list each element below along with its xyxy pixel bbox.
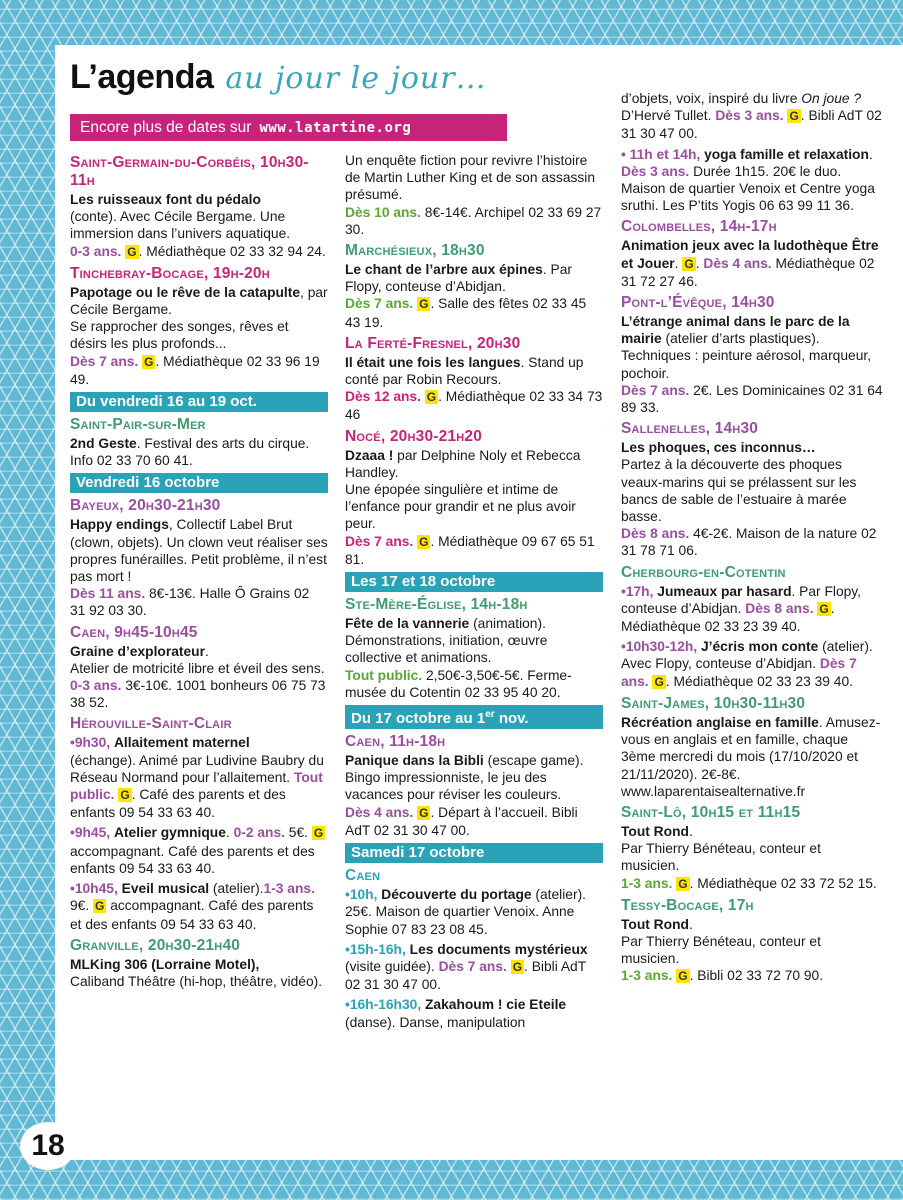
- age-badge: Dès 7 ans.: [345, 533, 414, 549]
- date-bar: Du vendredi 16 au 19 oct.: [70, 392, 328, 412]
- event-info: Durée 1h15. 20€ le duo. Maison de quartier Venoix et Centre yoga sruthi. Les P’tits Yogis 06 63 99 11 36.: [621, 163, 875, 214]
- event: Colombelles, 14h-17h Animation jeux avec la ludothèque Être et Jouer. G . Dès 4 ans. Médiathèque 02 31 72 27 46.: [621, 218, 883, 290]
- free-badge: G: [313, 826, 324, 841]
- event-title: yoga famille et relaxation: [704, 146, 869, 162]
- event-place: Nocé, 20h30-21h20: [345, 427, 483, 445]
- event: Hérouville-Saint-Clair •9h30, Allaitement maternel (échange). Animé par Ludivine Baubry du Réseau Normand pour l’allaitement. Tout public. G . Café des parents et des enfants 09 54 33 63 40. •9h45, Atelier gymnique. 0-2 ans. 5€. G accompagnant. Café des parents et des enfants 09 54 33 63 40. •10h45, Eveil musical (atelier).1-3 ans. 9€. G accompagnant. Café des parents et des enfants 09 54 33 63 40.: [70, 715, 328, 932]
- event-place: Colombelles, 14h-17h: [621, 218, 777, 236]
- age-badge: 1-3 ans.: [621, 968, 673, 984]
- event-place: Saint-Lô, 10h15 et 11h15: [621, 803, 801, 821]
- event-place: Tinchebray-Bocage, 19h-20h: [70, 264, 270, 282]
- event: [621, 420, 883, 559]
- event-title: Les ruisseaux font du pédalo: [70, 192, 261, 207]
- event-title: Tout Rond: [621, 823, 689, 839]
- event-info: . Bibli 02 33 72 70 90.: [689, 968, 824, 984]
- event: [621, 294, 883, 416]
- age-badge: Dès 12 ans.: [345, 389, 421, 405]
- date-bar-sup: er: [485, 709, 495, 721]
- event: [70, 154, 328, 261]
- event-info: 8€-13€. Halle Ô Grains 02 31 92 03 30.: [70, 586, 310, 619]
- event-place: Ste-Mère-Église, 14h-18h: [345, 596, 528, 614]
- event-title: Zakahoum ! cie Eteile: [425, 997, 567, 1013]
- event-info: 2€. Les Dominicaines 02 31 64 89 33.: [621, 382, 883, 416]
- event-price: 9€.: [70, 898, 90, 914]
- event-place: Tessy-Bocage, 17h: [621, 896, 754, 914]
- event-place: Saint-Germain-du-Corbéis, 10h30-11h: [70, 154, 309, 189]
- event: [621, 897, 883, 986]
- column-2: [345, 152, 603, 1035]
- event-desc: Atelier de motricité libre et éveil des sens.: [70, 660, 325, 676]
- event-place: Cherbourg-en-Cotentin: [621, 563, 786, 581]
- event-desc: .: [688, 823, 693, 839]
- event-desc: .: [204, 643, 209, 659]
- event-desc: Une épopée singulière et intime de l’enfance pour grandir et ne plus avoir peur.: [345, 482, 576, 532]
- age-badge: Dès 7 ans.: [621, 382, 690, 398]
- title-main: L’agenda: [70, 58, 214, 96]
- event: [345, 596, 603, 701]
- event-desc: (escape game). Bingo impressionniste, le jeu des vacances pour réviser les couleurs.: [345, 753, 584, 803]
- free-badge: G: [419, 534, 429, 549]
- event-desc: (conte). Avec Cécile Bergame. Une immersion dans l’univers aquatique.: [70, 209, 291, 242]
- event-desc: (atelier).: [209, 881, 264, 897]
- age-badge: Dès 3 ans.: [621, 163, 690, 179]
- free-badge: G: [120, 788, 130, 803]
- event-info: . Médiathèque 02 33 23 39 40.: [665, 673, 853, 689]
- age-badge: Dès 8 ans.: [621, 526, 690, 542]
- event-title: Il était une fois les langues: [345, 354, 521, 370]
- event: [345, 733, 603, 839]
- event-info: . Bibli AdT 02 31 30 47 00.: [345, 958, 586, 993]
- event-time: •10h30-12h,: [621, 639, 698, 655]
- event-info: . Bibli AdT 02 31 30 47 00.: [621, 108, 882, 142]
- event: [345, 152, 603, 238]
- age-badge: Tout public.: [345, 667, 423, 683]
- event-title: Allaitement maternel: [113, 735, 250, 751]
- event-book-title: On joue ?: [801, 91, 862, 106]
- event-info: . Médiathèque 02 33 34 73 46: [345, 389, 603, 423]
- event: [70, 497, 328, 619]
- event-desc: .: [688, 916, 693, 932]
- event-time: •10h45,: [70, 881, 118, 897]
- event: [621, 90, 883, 214]
- event-info: Médiathèque 02 31 72 27 46.: [621, 255, 875, 289]
- event-desc: , par Cécile Bergame.: [70, 284, 328, 318]
- age-badge: Dès 11 ans.: [70, 586, 146, 602]
- event-desc: (animation). Démonstrations, initiation, œuvre collective et animations.: [345, 616, 548, 666]
- event-desc: D’Hervé Tullet.: [621, 108, 712, 124]
- event-desc: (échange). Animé par Ludivine Baubry du Réseau Normand pour l’allaitement.: [70, 752, 324, 785]
- free-badge: G: [789, 109, 799, 124]
- event-desc: Partez à la découverte des phoques veaux-marins qui se prélassent sur les bancs de sable de l’estuaire à marée basse.: [621, 457, 857, 525]
- event-desc: par Delphine Noly et Rebecca Handley.: [345, 447, 581, 480]
- event-info: accompagnant. Café des parents et des enfants 09 54 33 63 40.: [70, 843, 315, 876]
- event-desc: . Par Flopy, conteuse d’Abidjan.: [621, 583, 862, 616]
- event-place: Sallenelles, 14h30: [621, 420, 759, 438]
- event-info: . Médiathèque 02 33 72 52 15.: [689, 875, 877, 891]
- event-title: Jumeaux par hasard: [657, 583, 792, 599]
- event-info: . Café des parents et des enfants 09 54 33 63 40.: [70, 787, 286, 821]
- event-time: •15h-16h,: [345, 941, 406, 957]
- event-title: Les phoques, ces inconnus…: [621, 440, 816, 456]
- age-badge: 1-3 ans.: [621, 875, 673, 891]
- event-title: J’écris mon conte: [701, 639, 819, 655]
- date-bar: Vendredi 16 octobre: [70, 473, 328, 493]
- event-info: . Médiathèque 09 67 65 51 81.: [345, 533, 595, 567]
- event-info: 2,50€-3,50€-5€. Ferme-musée du Cotentin 02 33 95 40 20.: [345, 667, 572, 700]
- event-desc: , Collectif Label Brut (clown, objets). Un clown veut réaliser ses propres funérailles. Petit problème, il n’est pas mort !: [70, 517, 328, 585]
- event-desc: Un enquête fiction pour revivre l’histoire de Martin Luther King et de son assassin présumé.: [345, 153, 596, 203]
- event: [345, 867, 603, 1031]
- event-desc: d’objets, voix, inspiré du livre: [621, 91, 802, 106]
- event-desc: (atelier). 25€. Maison de quartier Venoix. Anne Sophie 07 83 23 08 45.: [345, 887, 586, 937]
- banner-url[interactable]: www.latartine.org: [259, 119, 412, 136]
- date-bar: [345, 705, 603, 729]
- event-time: •10h,: [345, 887, 378, 903]
- age-badge: 1-3 ans.: [263, 881, 315, 897]
- event: [70, 416, 328, 469]
- event: [621, 804, 883, 893]
- event-title: Panique dans la Bibli: [345, 753, 484, 769]
- event: [345, 242, 603, 331]
- event-time: •9h30,: [70, 735, 111, 751]
- event-title: Le chant de l’arbre aux épines: [345, 262, 543, 278]
- event-desc: Par Thierry Bénéteau, conteur et musicien.: [621, 933, 821, 967]
- age-badge: Dès 10 ans.: [345, 204, 421, 220]
- event-desc: . Stand up conté par Robin Recours.: [345, 354, 584, 388]
- event-desc: . Par Flopy, conteuse d’Abidjan.: [345, 262, 572, 295]
- age-badge: Dès 4 ans.: [703, 255, 772, 271]
- event-title: Fête de la vannerie: [345, 616, 470, 632]
- event-time: • 11h et 14h,: [621, 146, 701, 162]
- event-place: Pont-l’Évêque, 14h30: [621, 294, 775, 312]
- free-badge: G: [678, 969, 688, 984]
- date-bar: Les 17 et 18 octobre: [345, 572, 603, 592]
- event-place: Saint-James, 10h30-11h30: [621, 694, 806, 712]
- event-title: Tout Rond: [621, 916, 689, 932]
- event-desc: (atelier d’arts plastiques). Techniques : peinture aérosol, marqueur, pochoir.: [621, 331, 872, 381]
- event-title: Happy endings: [70, 517, 169, 533]
- event-desc: (danse). Danse, manipulation: [345, 1014, 526, 1030]
- age-badge: Dès 4 ans.: [345, 804, 414, 820]
- event-desc: Se rapprocher des songes, rêves et désirs les plus profonds...: [70, 319, 289, 352]
- event-place: Saint-Pair-sur-Mer: [70, 416, 206, 434]
- event-place: Marchésieux, 18h30: [345, 242, 485, 260]
- event: [70, 937, 328, 990]
- age-badge: Dès 3 ans.: [715, 108, 784, 124]
- event-place: La Ferté-Fresnel, 20h30: [345, 334, 521, 352]
- event-title: Graine d’explorateur: [70, 643, 205, 659]
- event: [345, 428, 603, 568]
- event-info: 4€-2€. Maison de la nature 02 31 78 71 06.: [621, 526, 877, 559]
- free-badge: G: [419, 805, 429, 820]
- event: [621, 695, 883, 800]
- event-time: •9h45,: [70, 825, 111, 841]
- age-badge: Tout public.: [70, 769, 323, 803]
- free-badge: G: [419, 297, 429, 312]
- banner-text: Encore plus de dates sur: [80, 118, 252, 136]
- event-title: Eveil musical: [121, 881, 210, 897]
- age-badge: Dès 7 ans.: [345, 296, 414, 312]
- event-desc: .: [868, 146, 873, 162]
- title-script: au jour le jour…: [225, 61, 487, 96]
- event-desc: . Festival des arts du cirque. Info 02 33 70 60 41.: [70, 436, 310, 469]
- age-badge: 0-3 ans.: [70, 678, 122, 694]
- event-place: Caen, 11h-18h: [345, 733, 446, 751]
- event-place: Hérouville-Saint-Clair: [70, 715, 232, 733]
- event-info: . Médiathèque 02 33 23 39 40.: [621, 600, 835, 635]
- event-time: •17h,: [621, 583, 654, 599]
- age-badge: 0-3 ans.: [70, 243, 122, 259]
- free-badge: G: [95, 899, 105, 914]
- free-badge: G: [678, 876, 688, 891]
- event-desc: Par Thierry Bénéteau, conteur et musicien.: [621, 841, 821, 874]
- date-bar-end: nov.: [494, 710, 529, 728]
- free-badge: G: [819, 601, 829, 616]
- event-desc: (visite guidée).: [345, 958, 435, 974]
- event: [70, 624, 328, 712]
- event-desc: . Amusez-vous en anglais et en famille, chaque 3ème mercredi du mois (17/10/2020 et 21/11/2020). 2€-8€. www.laparentaisealternative.fr: [621, 714, 881, 799]
- event-time: •16h-16h30,: [345, 997, 422, 1013]
- event-info: . Départ à l’accueil. Bibli AdT 02 31 30 47 00.: [345, 804, 578, 838]
- event-info: . Salle des fêtes 02 33 45 43 19.: [345, 296, 587, 330]
- event-title: MLKing 306 (Lorraine Motel),: [70, 956, 260, 972]
- event-title: Atelier gymnique: [113, 825, 226, 841]
- event-place: Caen, 9h45-10h45: [70, 623, 198, 641]
- event-info: 8€-14€. Archipel 02 33 69 27 30.: [345, 204, 602, 237]
- event-place: Caen: [345, 867, 381, 885]
- event-price: 5€.: [284, 825, 308, 841]
- event: [70, 265, 328, 388]
- date-bar: Samedi 17 octobre: [345, 843, 603, 863]
- free-badge: G: [512, 959, 523, 974]
- page-number: 18: [20, 1122, 76, 1170]
- event-title: 2nd Geste: [70, 436, 137, 452]
- event: [345, 335, 603, 424]
- event-info: . Médiathèque 02 33 32 94 24.: [138, 243, 326, 259]
- event-desc: (atelier). Avec Flopy, conteuse d’Abidjan.: [621, 639, 873, 672]
- event-title: Les documents mystérieux: [409, 941, 588, 957]
- free-badge: G: [144, 354, 154, 369]
- event-place: Bayeux, 20h30-21h30: [70, 497, 221, 515]
- column-3: [621, 90, 883, 990]
- age-badge: Dès 7 ans.: [621, 656, 857, 689]
- event-title: Dzaaa !: [345, 447, 394, 463]
- free-badge: G: [127, 244, 137, 259]
- event-desc: .: [674, 255, 679, 271]
- event-info: 3€-10€. 1001 bonheurs 06 75 73 38 52.: [70, 678, 326, 711]
- age-badge: Dès 7 ans.: [438, 958, 507, 974]
- event-title: Découverte du portage: [381, 887, 532, 903]
- event-title: Récréation anglaise en famille: [621, 714, 819, 730]
- website-banner: [70, 114, 507, 141]
- event: [621, 564, 883, 691]
- event-title: Papotage ou le rêve de la catapulte: [70, 284, 301, 300]
- free-badge: G: [654, 674, 664, 689]
- date-bar-text: Du 17 octobre au 1: [351, 710, 486, 728]
- event-info: . Médiathèque 02 33 96 19 49.: [70, 353, 320, 387]
- column-1: [70, 152, 328, 994]
- age-badge: Dès 8 ans.: [745, 600, 814, 616]
- free-badge: G: [684, 256, 694, 271]
- page-title: [70, 58, 487, 108]
- event-desc: Caliband Théâtre (hi-hop, théâtre, vidéo).: [70, 973, 323, 989]
- age-badge: Dès 7 ans.: [70, 353, 139, 369]
- event-title: L’étrange animal dans le parc de la mairie: [621, 314, 850, 347]
- event-title: Animation jeux avec la ludothèque Être et Jouer: [621, 238, 879, 271]
- age-badge: 0-2 ans.: [233, 825, 285, 841]
- event-place: Granville, 20h30-21h40: [70, 936, 241, 954]
- event-info: accompagnant. Café des parents et des enfants 09 54 33 63 40.: [70, 898, 314, 932]
- free-badge: G: [426, 390, 437, 405]
